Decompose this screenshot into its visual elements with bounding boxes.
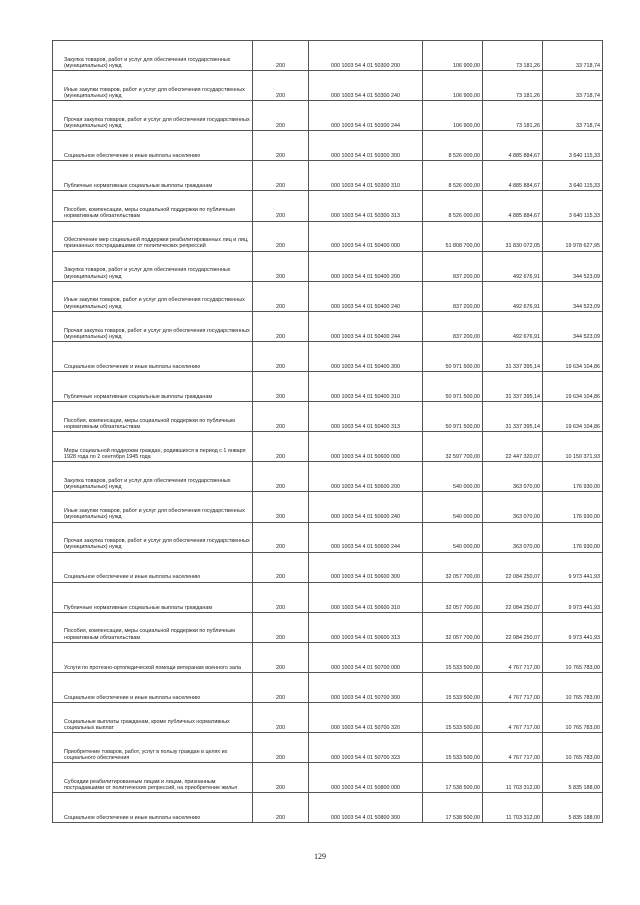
budget-code-cell: 000 1003 54 4 01 50400 310 [309,372,423,402]
executed-amount-cell: 4 767 717,00 [483,703,543,733]
budget-code-cell: 000 1003 54 4 01 50300 244 [309,101,423,131]
remaining-amount-cell: 10 765 783,00 [543,642,603,672]
approved-amount-cell: 15 533 500,00 [423,642,483,672]
approved-amount-cell: 50 971 500,00 [423,402,483,432]
admin-code-cell: 200 [253,793,309,823]
item-name-cell: Публичные нормативные социальные выплаты гражданам [53,372,253,402]
remaining-amount-cell: 10 765 783,00 [543,703,603,733]
executed-amount-cell: 363 070,00 [483,462,543,492]
executed-amount-cell: 4 767 717,00 [483,642,543,672]
table-row [53,522,603,552]
approved-amount-cell: 106 900,00 [423,41,483,71]
table-row [53,733,603,763]
executed-amount-cell: 492 676,91 [483,311,543,341]
budget-code-cell: 000 1003 54 4 01 50400 240 [309,281,423,311]
approved-amount-cell: 17 538 500,00 [423,793,483,823]
remaining-amount-cell: 344 523,09 [543,311,603,341]
approved-amount-cell: 15 533 500,00 [423,703,483,733]
budget-code-cell: 000 1003 54 4 01 50700 320 [309,703,423,733]
approved-amount-cell: 32 057 700,00 [423,552,483,582]
item-name-cell: Иные закупки товаров, работ и услуг для обеспечения государственных (муниципальных) нужд [53,281,253,311]
remaining-amount-cell: 33 718,74 [543,41,603,71]
table-row [53,101,603,131]
approved-amount-cell: 32 597 700,00 [423,432,483,462]
admin-code-cell: 200 [253,311,309,341]
admin-code-cell: 200 [253,131,309,161]
remaining-amount-cell: 3 640 115,33 [543,131,603,161]
executed-amount-cell: 31 337 395,14 [483,402,543,432]
executed-amount-cell: 4 885 884,67 [483,161,543,191]
table-body [53,41,603,823]
approved-amount-cell: 8 526 000,00 [423,161,483,191]
item-name-cell: Публичные нормативные социальные выплаты гражданам [53,582,253,612]
budget-code-cell: 000 1003 54 4 01 50700 300 [309,672,423,702]
executed-amount-cell: 11 703 312,00 [483,763,543,793]
executed-amount-cell: 4 767 717,00 [483,672,543,702]
table-row [53,71,603,101]
approved-amount-cell: 837 200,00 [423,311,483,341]
item-name-cell: Пособия, компенсации, меры социальной поддержки по публичным нормативным обязательствам [53,402,253,432]
item-name-cell: Меры социальной поддержки граждан, родившихся в период с 1 января 1928 года по 2 сентября 1945 года [53,432,253,462]
executed-amount-cell: 4 885 884,67 [483,131,543,161]
approved-amount-cell: 540 000,00 [423,522,483,552]
remaining-amount-cell: 5 835 188,00 [543,793,603,823]
admin-code-cell: 200 [253,642,309,672]
table-row [53,612,603,642]
item-name-cell: Прочая закупка товаров, работ и услуг для обеспечения государственных (муниципальных) нужд [53,522,253,552]
executed-amount-cell: 31 337 395,14 [483,341,543,371]
approved-amount-cell: 106 900,00 [423,101,483,131]
budget-code-cell: 000 1003 54 4 01 50700 323 [309,733,423,763]
approved-amount-cell: 8 526 000,00 [423,131,483,161]
item-name-cell: Социальное обеспечение и иные выплаты населению [53,672,253,702]
budget-code-cell: 000 1003 54 4 01 50400 313 [309,402,423,432]
executed-amount-cell: 22 447 320,07 [483,432,543,462]
executed-amount-cell: 73 181,26 [483,101,543,131]
remaining-amount-cell: 344 523,09 [543,251,603,281]
budget-code-cell: 000 1003 54 4 01 50300 310 [309,161,423,191]
table-row [53,582,603,612]
admin-code-cell: 200 [253,492,309,522]
budget-code-cell: 000 1003 54 4 01 50600 310 [309,582,423,612]
executed-amount-cell: 11 703 312,00 [483,793,543,823]
table-row [53,552,603,582]
executed-amount-cell: 31 337 395,14 [483,372,543,402]
table-row [53,251,603,281]
approved-amount-cell: 32 057 700,00 [423,582,483,612]
admin-code-cell: 200 [253,552,309,582]
table-row [53,191,603,221]
admin-code-cell: 200 [253,582,309,612]
table-row [53,793,603,823]
item-name-cell: Услуги по протезно-ортопедической помощи ветеранам военного зала [53,642,253,672]
item-name-cell: Иные закупки товаров, работ и услуг для обеспечения государственных (муниципальных) нужд [53,492,253,522]
admin-code-cell: 200 [253,101,309,131]
admin-code-cell: 200 [253,191,309,221]
approved-amount-cell: 50 971 500,00 [423,341,483,371]
item-name-cell: Субсидии реабилитированным лицам и лицам, признанным пострадавшими от политических репрессий, на приобретение жилья [53,763,253,793]
budget-code-cell: 000 1003 54 4 01 50800 300 [309,793,423,823]
item-name-cell: Закупка товаров, работ и услуг для обеспечения государственных (муниципальных) нужд [53,41,253,71]
item-name-cell: Социальные выплаты гражданам, кроме публичных нормативных социальных выплат [53,703,253,733]
executed-amount-cell: 363 070,00 [483,522,543,552]
table-row [53,372,603,402]
executed-amount-cell: 73 181,26 [483,41,543,71]
executed-amount-cell: 31 830 072,05 [483,221,543,251]
remaining-amount-cell: 5 835 188,00 [543,763,603,793]
admin-code-cell: 200 [253,462,309,492]
executed-amount-cell: 4 885 884,67 [483,191,543,221]
item-name-cell: Пособия, компенсации, меры социальной поддержки по публичным нормативным обязательствам [53,612,253,642]
budget-code-cell: 000 1003 54 4 01 50600 313 [309,612,423,642]
item-name-cell: Социальное обеспечение и иные выплаты населению [53,341,253,371]
executed-amount-cell: 492 676,91 [483,251,543,281]
remaining-amount-cell: 19 634 104,86 [543,402,603,432]
approved-amount-cell: 837 200,00 [423,251,483,281]
approved-amount-cell: 106 900,00 [423,71,483,101]
table-row [53,642,603,672]
executed-amount-cell: 22 084 250,07 [483,582,543,612]
approved-amount-cell: 15 533 500,00 [423,733,483,763]
table-row [53,311,603,341]
table-row [53,402,603,432]
approved-amount-cell: 8 526 000,00 [423,191,483,221]
remaining-amount-cell: 9 973 441,93 [543,612,603,642]
remaining-amount-cell: 176 930,00 [543,522,603,552]
table-row [53,131,603,161]
item-name-cell: Социальное обеспечение и иные выплаты населению [53,552,253,582]
executed-amount-cell: 363 070,00 [483,492,543,522]
admin-code-cell: 200 [253,281,309,311]
admin-code-cell: 200 [253,672,309,702]
table-row [53,432,603,462]
remaining-amount-cell: 19 634 104,86 [543,372,603,402]
admin-code-cell: 200 [253,733,309,763]
approved-amount-cell: 837 200,00 [423,281,483,311]
budget-code-cell: 000 1003 54 4 01 50300 240 [309,71,423,101]
admin-code-cell: 200 [253,341,309,371]
budget-code-cell: 000 1003 54 4 01 50400 200 [309,251,423,281]
table-row [53,462,603,492]
table-row [53,763,603,793]
item-name-cell: Закупка товаров, работ и услуг для обеспечения государственных (муниципальных) нужд [53,251,253,281]
item-name-cell: Обеспечение мер социальной поддержки реабилитированных лиц и лиц, признанных пострадавшими от политических репрессий [53,221,253,251]
approved-amount-cell: 540 000,00 [423,492,483,522]
remaining-amount-cell: 33 718,74 [543,71,603,101]
table-row [53,41,603,71]
budget-code-cell: 000 1003 54 4 01 50300 300 [309,131,423,161]
remaining-amount-cell: 9 973 441,93 [543,582,603,612]
remaining-amount-cell: 19 978 627,95 [543,221,603,251]
item-name-cell: Иные закупки товаров, работ и услуг для обеспечения государственных (муниципальных) нужд [53,71,253,101]
admin-code-cell: 200 [253,763,309,793]
budget-code-cell: 000 1003 54 4 01 50300 200 [309,41,423,71]
remaining-amount-cell: 176 930,00 [543,462,603,492]
budget-code-cell: 000 1003 54 4 01 50600 000 [309,432,423,462]
budget-code-cell: 000 1003 54 4 01 50400 244 [309,311,423,341]
admin-code-cell: 200 [253,522,309,552]
admin-code-cell: 200 [253,703,309,733]
budget-code-cell: 000 1003 54 4 01 50600 240 [309,492,423,522]
item-name-cell: Публичные нормативные социальные выплаты гражданам [53,161,253,191]
admin-code-cell: 200 [253,432,309,462]
admin-code-cell: 200 [253,372,309,402]
budget-code-cell: 000 1003 54 4 01 50400 300 [309,341,423,371]
approved-amount-cell: 50 971 500,00 [423,372,483,402]
remaining-amount-cell: 9 973 441,93 [543,552,603,582]
item-name-cell: Прочая закупка товаров, работ и услуг для обеспечения государственных (муниципальных) нужд [53,311,253,341]
budget-code-cell: 000 1003 54 4 01 50600 244 [309,522,423,552]
approved-amount-cell: 51 808 700,00 [423,221,483,251]
remaining-amount-cell: 19 634 104,86 [543,341,603,371]
admin-code-cell: 200 [253,251,309,281]
admin-code-cell: 200 [253,41,309,71]
executed-amount-cell: 22 084 250,07 [483,612,543,642]
table-row [53,221,603,251]
executed-amount-cell: 492 676,91 [483,281,543,311]
budget-code-cell: 000 1003 54 4 01 50700 000 [309,642,423,672]
budget-execution-table [52,40,603,823]
executed-amount-cell: 4 767 717,00 [483,733,543,763]
approved-amount-cell: 540 000,00 [423,462,483,492]
admin-code-cell: 200 [253,612,309,642]
admin-code-cell: 200 [253,402,309,432]
approved-amount-cell: 17 538 500,00 [423,763,483,793]
item-name-cell: Социальное обеспечение и иные выплаты населению [53,793,253,823]
item-name-cell: Закупка товаров, работ и услуг для обеспечения государственных (муниципальных) нужд [53,462,253,492]
executed-amount-cell: 73 181,26 [483,71,543,101]
budget-code-cell: 000 1003 54 4 01 50600 200 [309,462,423,492]
table-row [53,161,603,191]
budget-code-cell: 000 1003 54 4 01 50800 000 [309,763,423,793]
budget-code-cell: 000 1003 54 4 01 50400 000 [309,221,423,251]
budget-code-cell: 000 1003 54 4 01 50300 313 [309,191,423,221]
item-name-cell: Прочая закупка товаров, работ и услуг для обеспечения государственных (муниципальных) нужд [53,101,253,131]
table-row [53,672,603,702]
admin-code-cell: 200 [253,161,309,191]
remaining-amount-cell: 3 640 115,33 [543,191,603,221]
remaining-amount-cell: 10 765 783,00 [543,733,603,763]
table-row [53,341,603,371]
remaining-amount-cell: 33 718,74 [543,101,603,131]
approved-amount-cell: 15 533 500,00 [423,672,483,702]
table-row [53,703,603,733]
budget-code-cell: 000 1003 54 4 01 50600 300 [309,552,423,582]
admin-code-cell: 200 [253,71,309,101]
item-name-cell: Приобретение товаров, работ, услуг в пользу граждан в целях их социального обеспечения [53,733,253,763]
remaining-amount-cell: 10 765 783,00 [543,672,603,702]
executed-amount-cell: 22 084 250,07 [483,552,543,582]
item-name-cell: Пособия, компенсации, меры социальной поддержки по публичным нормативным обязательствам [53,191,253,221]
table-row [53,492,603,522]
remaining-amount-cell: 3 640 115,33 [543,161,603,191]
item-name-cell: Социальное обеспечение и иные выплаты населению [53,131,253,161]
approved-amount-cell: 32 057 700,00 [423,612,483,642]
table-row [53,281,603,311]
remaining-amount-cell: 344 523,09 [543,281,603,311]
page-number: 129 [314,852,326,861]
admin-code-cell: 200 [253,221,309,251]
remaining-amount-cell: 10 150 371,93 [543,432,603,462]
remaining-amount-cell: 176 930,00 [543,492,603,522]
